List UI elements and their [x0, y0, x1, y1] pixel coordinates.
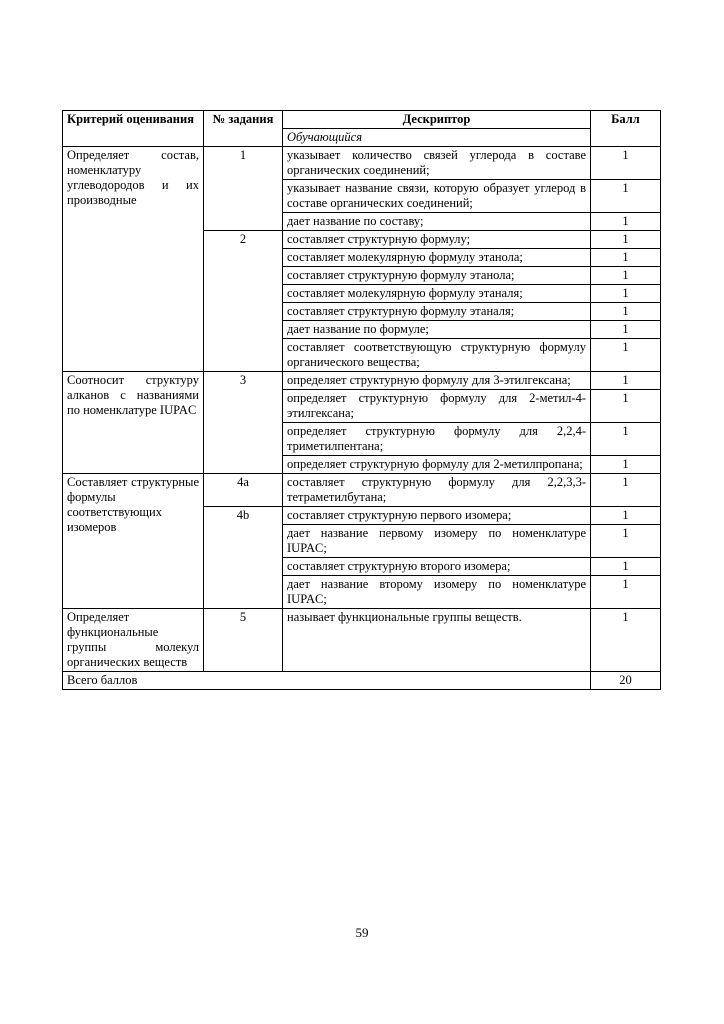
- score-cell: 1: [591, 423, 661, 456]
- score-cell: 1: [591, 558, 661, 576]
- descriptor-cell: называет функциональные группы веществ.: [283, 609, 591, 672]
- descriptor-cell: составляет молекулярную формулу этаналя;: [283, 285, 591, 303]
- score-cell: 1: [591, 231, 661, 249]
- descriptor-cell: указывает количество связей углерода в составе органических соединений;: [283, 147, 591, 180]
- descriptor-cell: дает название по составу;: [283, 213, 591, 231]
- table-row: [63, 372, 661, 390]
- descriptor-cell: определяет структурную формулу для 2-метил-4-этилгексана;: [283, 390, 591, 423]
- descriptor-cell: составляет структурную формулу;: [283, 231, 591, 249]
- criterion-cell: Соотносит структуру алканов с названиями по номенклатуре IUPAC: [63, 372, 204, 474]
- task-number-cell: 1: [204, 147, 283, 231]
- task-number-cell: 5: [204, 609, 283, 672]
- task-number-cell: 2: [204, 231, 283, 372]
- score-cell: 1: [591, 303, 661, 321]
- descriptor-cell: определяет структурную формулу для 2,2,4-триметилпентана;: [283, 423, 591, 456]
- score-cell: 1: [591, 576, 661, 609]
- score-cell: 1: [591, 249, 661, 267]
- descriptor-cell: составляет структурную формулу для 2,2,3,3-тетраметилбутана;: [283, 474, 591, 507]
- descriptor-cell: составляет молекулярную формулу этанола;: [283, 249, 591, 267]
- score-cell: 1: [591, 456, 661, 474]
- descriptor-cell: дает название второму изомеру по номенклатуре IUPAC;: [283, 576, 591, 609]
- descriptor-cell: составляет структурную формулу этаналя;: [283, 303, 591, 321]
- descriptor-cell: составляет соответствующую структурную формулу органического вещества;: [283, 339, 591, 372]
- descriptor-cell: составляет структурную первого изомера;: [283, 507, 591, 525]
- criterion-cell: Определяет состав, номенклатуру углеводородов и их производные: [63, 147, 204, 372]
- page-number: 59: [355, 925, 369, 940]
- header-score: Балл: [591, 111, 661, 147]
- header-task-number: № задания: [204, 111, 283, 147]
- score-cell: 1: [591, 285, 661, 303]
- assessment-rubric-table: [62, 110, 661, 690]
- descriptor-cell: дает название по формуле;: [283, 321, 591, 339]
- score-cell: 1: [591, 339, 661, 372]
- rubric-body: [63, 147, 661, 672]
- total-label: Всего баллов: [63, 672, 591, 690]
- task-number-cell: 3: [204, 372, 283, 474]
- descriptor-cell: дает название первому изомеру по номенклатуре IUPAC;: [283, 525, 591, 558]
- descriptor-cell: составляет структурную второго изомера;: [283, 558, 591, 576]
- task-number-cell: 4b: [204, 507, 283, 609]
- score-cell: 1: [591, 474, 661, 507]
- score-cell: 1: [591, 267, 661, 285]
- score-cell: 1: [591, 213, 661, 231]
- criterion-cell: Составляет структурные формулы соответствующих изомеров: [63, 474, 204, 609]
- score-cell: 1: [591, 372, 661, 390]
- descriptor-cell: определяет структурную формулу для 2-метилпропана;: [283, 456, 591, 474]
- score-cell: 1: [591, 507, 661, 525]
- header-student: Обучающийся: [283, 129, 591, 147]
- score-cell: 1: [591, 147, 661, 180]
- descriptor-cell: определяет структурную формулу для 3-этилгексана;: [283, 372, 591, 390]
- descriptor-cell: указывает название связи, которую образует углерод в составе органических соединений;: [283, 180, 591, 213]
- header-descriptor: Дескриптор: [283, 111, 591, 129]
- task-number-cell: 4a: [204, 474, 283, 507]
- total-value: 20: [591, 672, 661, 690]
- table-row: [63, 474, 661, 507]
- score-cell: 1: [591, 180, 661, 213]
- header-criterion: Критерий оценивания: [63, 111, 204, 147]
- score-cell: 1: [591, 321, 661, 339]
- table-row: [63, 147, 661, 180]
- criterion-cell: Определяет функциональные группы молекул органических веществ: [63, 609, 204, 672]
- descriptor-cell: составляет структурную формулу этанола;: [283, 267, 591, 285]
- score-cell: 1: [591, 609, 661, 672]
- score-cell: 1: [591, 390, 661, 423]
- table-row: [63, 609, 661, 672]
- score-cell: 1: [591, 525, 661, 558]
